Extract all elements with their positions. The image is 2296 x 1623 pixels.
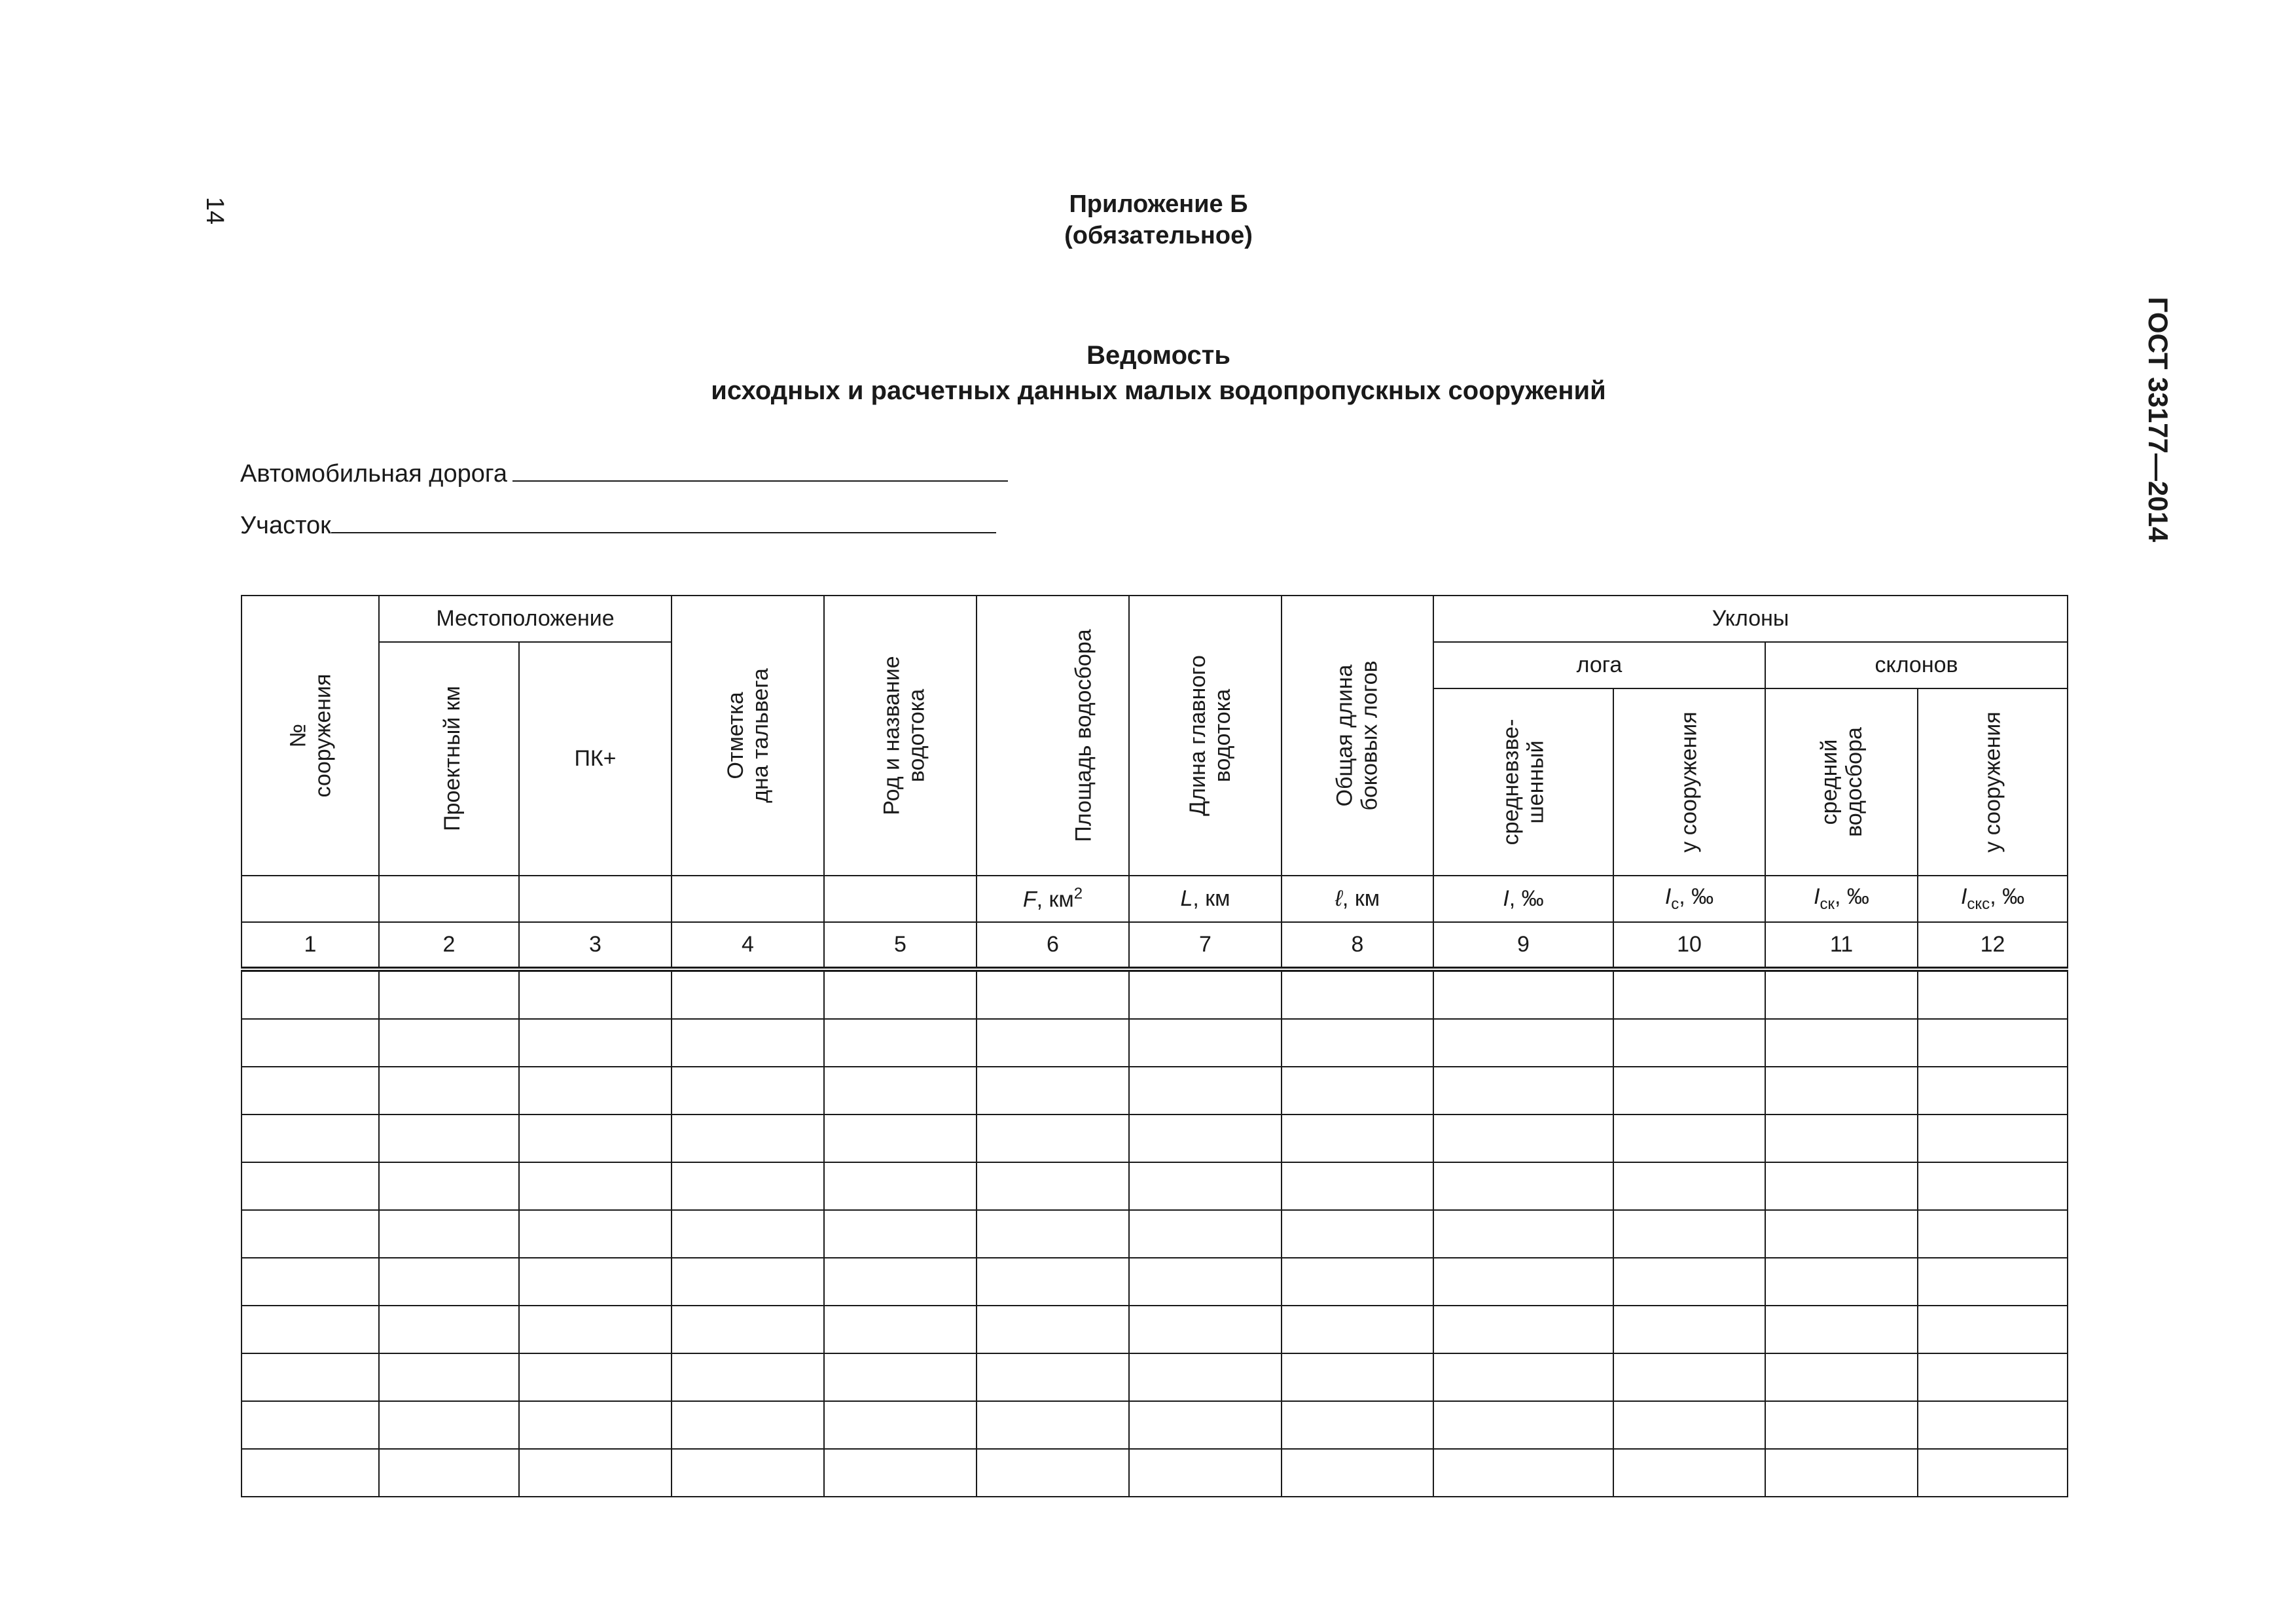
column-number: 8 [1282,922,1433,969]
table-cell[interactable] [379,1162,519,1210]
table-cell[interactable] [672,1067,824,1115]
unit-cell[interactable] [379,876,519,922]
table-cell[interactable] [379,1401,519,1449]
unit-slope-catchment: $I_{ск}$, ‰ [1765,876,1918,922]
header-watercourse: Род и название водотока [824,596,977,876]
unit-cell[interactable] [824,876,977,922]
table-cell[interactable] [519,969,672,1019]
table-cell[interactable] [1282,1162,1433,1210]
column-number: 1 [242,922,379,969]
table-cell[interactable] [977,1353,1129,1401]
unit-slope-hillside-structure: $I_{скс}$, ‰ [1918,876,2068,922]
table-cell[interactable] [1433,1449,1613,1497]
header-design-km: Проектный км [379,642,519,876]
table-cell[interactable] [672,969,824,1019]
table-cell[interactable] [1282,1067,1433,1115]
unit-cell[interactable] [242,876,379,922]
table-cell[interactable] [672,1449,824,1497]
table-cell[interactable] [242,1306,379,1353]
unit-slope-structure: $I_с$, ‰ [1613,876,1765,922]
table-cell[interactable] [1282,969,1433,1019]
table-cell[interactable] [1129,1019,1282,1067]
table-cell[interactable] [1765,1401,1918,1449]
table-cell[interactable] [242,1449,379,1497]
table-cell[interactable] [824,1401,977,1449]
table-cell[interactable] [242,1401,379,1449]
table-cell[interactable] [672,1162,824,1210]
table-cell[interactable] [1613,1401,1765,1449]
table-cell[interactable] [1765,1210,1918,1258]
page-number: 14 [201,196,229,225]
table-cell[interactable] [1613,1306,1765,1353]
table-cell[interactable] [379,1306,519,1353]
table-cell[interactable] [1433,1210,1613,1258]
table-cell[interactable] [242,1019,379,1067]
table-cell[interactable] [824,1115,977,1162]
table-cell[interactable] [1918,1258,2068,1306]
table-cell[interactable] [1282,1401,1433,1449]
table-cell[interactable] [1282,1115,1433,1162]
table-cell[interactable] [1613,1210,1765,1258]
table-cell[interactable] [977,1306,1129,1353]
table-row [242,1449,2068,1497]
table-row [242,1067,2068,1115]
table-cell[interactable] [379,1115,519,1162]
column-number: 6 [977,922,1129,969]
table-cell[interactable] [379,1019,519,1067]
table-cell[interactable] [1433,1162,1613,1210]
table-row [242,1353,2068,1401]
table-cell[interactable] [977,1401,1129,1449]
table-cell[interactable] [1918,1115,2068,1162]
unit-cell[interactable] [519,876,672,922]
table-cell[interactable] [977,1019,1129,1067]
table-cell[interactable] [824,969,977,1019]
table-cell[interactable] [242,1162,379,1210]
header-thalweg-mark: Отметка дна тальвега [672,596,824,876]
table-cell[interactable] [1129,1162,1282,1210]
table-cell[interactable] [1282,1258,1433,1306]
column-number: 12 [1918,922,2068,969]
table-cell[interactable] [1433,1401,1613,1449]
table-cell[interactable] [1613,1449,1765,1497]
table-cell[interactable] [1918,1019,2068,1067]
table-cell[interactable] [824,1353,977,1401]
header-at-structure-hillside: у сооружения [1918,688,2068,876]
section-label: Участок [240,512,331,539]
table-cell[interactable] [824,1258,977,1306]
table-cell[interactable] [1918,969,2068,1019]
table-row [242,1401,2068,1449]
table-cell[interactable] [519,1258,672,1306]
header-avg-catchment: средний водосбора [1765,688,1918,876]
table-cell[interactable] [379,1353,519,1401]
table-cell[interactable] [1433,1019,1613,1067]
data-sheet-table [241,595,2068,1497]
table-cell[interactable] [977,969,1129,1019]
blank-rows [242,969,2068,1497]
table-row [242,1210,2068,1258]
table-cell[interactable] [977,1258,1129,1306]
table-cell[interactable] [1613,1067,1765,1115]
table-cell[interactable] [824,1306,977,1353]
table-cell[interactable] [1282,1210,1433,1258]
table-cell[interactable] [672,1353,824,1401]
table-cell[interactable] [519,1306,672,1353]
table-row [242,969,2068,1019]
table-cell[interactable] [519,1162,672,1210]
table-cell[interactable] [1765,1258,1918,1306]
appendix-title: Приложение Б [1069,190,1248,218]
table-cell[interactable] [519,1115,672,1162]
unit-area: F, $км^2$ [977,876,1129,922]
table-cell[interactable] [1129,1210,1282,1258]
table-cell[interactable] [672,1401,824,1449]
table-cell[interactable] [379,1258,519,1306]
table-cell[interactable] [824,1162,977,1210]
table-cell[interactable] [672,1115,824,1162]
section-fill-line[interactable] [331,506,996,533]
column-number: 11 [1765,922,1918,969]
table-cell[interactable] [1282,1449,1433,1497]
table-cell[interactable] [1765,1162,1918,1210]
table-cell[interactable] [1129,1115,1282,1162]
table-row [242,1019,2068,1067]
table-row [242,1306,2068,1353]
table-cell[interactable] [672,1306,824,1353]
table-cell[interactable] [242,1258,379,1306]
unit-slope-weighted: I, ‰ [1433,876,1613,922]
unit-cell[interactable] [672,876,824,922]
table-cell[interactable] [1129,1449,1282,1497]
table-cell[interactable] [824,1210,977,1258]
table-cell[interactable] [1129,1258,1282,1306]
unit-main-length: L, км [1129,876,1282,922]
table-cell[interactable] [1613,969,1765,1019]
table-cell[interactable] [1129,1401,1282,1449]
table-cell[interactable] [1433,1353,1613,1401]
table-cell[interactable] [977,1210,1129,1258]
header-side-length: Общая длина боковых логов [1282,596,1433,876]
table-cell[interactable] [1918,1353,2068,1401]
table-cell[interactable] [1433,1258,1613,1306]
table-row [242,1162,2068,1210]
table-cell[interactable] [519,1401,672,1449]
header-at-structure: у сооружения [1613,688,1765,876]
table-cell[interactable] [1282,1306,1433,1353]
table-cell[interactable] [242,1115,379,1162]
table-cell[interactable] [977,1449,1129,1497]
table-cell[interactable] [242,969,379,1019]
table-cell[interactable] [1282,1353,1433,1401]
table-cell[interactable] [1613,1115,1765,1162]
table-cell[interactable] [977,1115,1129,1162]
table-cell[interactable] [824,1449,977,1497]
standard-designation: ГОСТ 33177—2014 [2143,296,2174,543]
table-cell[interactable] [1613,1019,1765,1067]
table-row [242,1258,2068,1306]
table-cell[interactable] [1433,1306,1613,1353]
table-cell[interactable] [379,1067,519,1115]
table-cell[interactable] [379,1449,519,1497]
table-cell[interactable] [1433,1115,1613,1162]
column-number: 4 [672,922,824,969]
column-number: 5 [824,922,977,969]
table-cell[interactable] [672,1019,824,1067]
table-cell[interactable] [242,1353,379,1401]
table-cell[interactable] [242,1210,379,1258]
table-cell[interactable] [1765,1449,1918,1497]
table-cell[interactable] [1765,1306,1918,1353]
table-cell[interactable] [1129,969,1282,1019]
table-cell[interactable] [519,1067,672,1115]
table-cell[interactable] [1765,1067,1918,1115]
table-cell[interactable] [1765,1353,1918,1401]
header-hillsides: склонов [1765,642,2068,688]
unit-side-length: ℓ, км [1282,876,1433,922]
header-catchment-area: Площадь водосбора [977,596,1129,876]
header-structure-number: № сооружения [242,596,379,876]
table-row [242,1115,2068,1162]
table-cell[interactable] [1613,1258,1765,1306]
table-cell[interactable] [1433,1067,1613,1115]
table-cell[interactable] [519,1210,672,1258]
table-cell[interactable] [242,1067,379,1115]
table-cell[interactable] [519,1353,672,1401]
table-cell[interactable] [1613,1162,1765,1210]
table-cell[interactable] [1918,1401,2068,1449]
table-cell[interactable] [379,969,519,1019]
header-location: Местоположение [379,596,672,642]
header-pk: ПК+ [519,642,672,876]
road-fill-line[interactable] [512,454,1008,482]
header-slopes: Уклоны [1433,596,2068,642]
header-weighted: средневзве- шенный [1433,688,1613,876]
table-cell[interactable] [977,1162,1129,1210]
header-main-length: Длина главного водотока [1129,596,1282,876]
table-cell[interactable] [977,1067,1129,1115]
section-field [240,506,996,542]
column-number: 3 [519,922,672,969]
document-heading [524,338,1793,408]
table-cell[interactable] [824,1019,977,1067]
table-cell[interactable] [1918,1067,2068,1115]
table-cell[interactable] [1129,1353,1282,1401]
column-number: 10 [1613,922,1765,969]
table-cell[interactable] [824,1067,977,1115]
table-cell[interactable] [519,1019,672,1067]
table-cell[interactable] [672,1210,824,1258]
document-subtitle: исходных и расчетных данных малых водопропускных сооружений [711,376,1606,405]
road-field [240,454,1008,490]
document-title: Ведомость [1086,341,1230,370]
table-cell[interactable] [1765,1115,1918,1162]
table-cell[interactable] [379,1210,519,1258]
table-cell[interactable] [1282,1019,1433,1067]
column-number: 2 [379,922,519,969]
table-cell[interactable] [1918,1210,2068,1258]
table-cell[interactable] [1918,1162,2068,1210]
table-cell[interactable] [1129,1067,1282,1115]
column-number: 7 [1129,922,1282,969]
table-cell[interactable] [1433,969,1613,1019]
table-cell[interactable] [1765,969,1918,1019]
appendix-note: (обязательное) [1064,222,1253,249]
road-label: Автомобильная дорога [240,460,508,488]
column-number: 9 [1433,922,1613,969]
table-cell[interactable] [1918,1449,2068,1497]
appendix-heading [916,188,1401,251]
table-cell[interactable] [672,1258,824,1306]
table-cell[interactable] [1918,1306,2068,1353]
header-log: лога [1433,642,1765,688]
table-cell[interactable] [519,1449,672,1497]
table-cell[interactable] [1613,1353,1765,1401]
table-cell[interactable] [1765,1019,1918,1067]
table-cell[interactable] [1129,1306,1282,1353]
